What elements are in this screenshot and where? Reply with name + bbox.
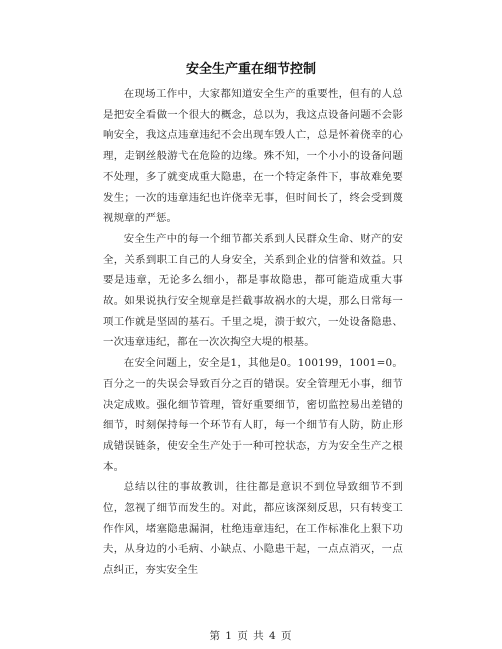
document-title: 安全生产重在细节控制 (185, 62, 316, 77)
paragraph-2: 安全生产中的每一个细节都关系到人民群众生命、财产的安全，关系到职工自己的人身安全，关系到企业的信誉和效益。只要是违章，无论多么细小，都是事故隐患，都可能造成重大事故。如果说执行安全规章是拦截事故祸水的大堤，那么日常每一项工作就是坚固的基石。千里之堤，溃于蚁穴，一处设备隐患、一次违章违纪，都在一次次掏空大堤的根基。 (103, 232, 403, 349)
document-body (103, 84, 403, 581)
paragraph-1: 在现场工作中，大家都知道安全生产的重要性，但有的人总是把安全看做一个很大的概念，总以为，我这点设备问题不会影响安全，我这点违章违纪不会出现车毁人亡，总是怀着侥幸的心理，走钢丝般游弋在危险的边缘。殊不知，一个小小的设备问题不处理，多了就变成重大隐患，在一个特定条件下，事故难免要发生；一次的违章违纪也许侥幸无事，但时间长了，终会受到蔑视规章的严惩。 (103, 88, 403, 225)
page-number-footer: 第 1 页 共 4 页 (209, 630, 293, 642)
paragraph-3: 在安全问题上，安全是1，其他是0。100199，1001=0。百分之一的失误会导致百分之百的错误。安全管理无小事，细节决定成败。强化细节管理，管好重要细节，密切监控易出差错的细节，时刻保持每一个环节有人盯，每一个细节有人防，防止形成错误链条，使安全生产处于一种可控状态，方为安全生产之根本。 (103, 357, 403, 473)
paragraph-4: 总结以往的事故教训，往往都是意识不到位导致细节不到位，忽视了细节而发生的。对此，都应该深刻反思，只有转变工作作风，堵塞隐患漏洞，杜绝违章违纪，在工作标准化上狠下功夫，从身边的小毛病、小缺点、小隐患干起，一点点消灭，一点点纠正，夯实安全生 (103, 481, 403, 577)
